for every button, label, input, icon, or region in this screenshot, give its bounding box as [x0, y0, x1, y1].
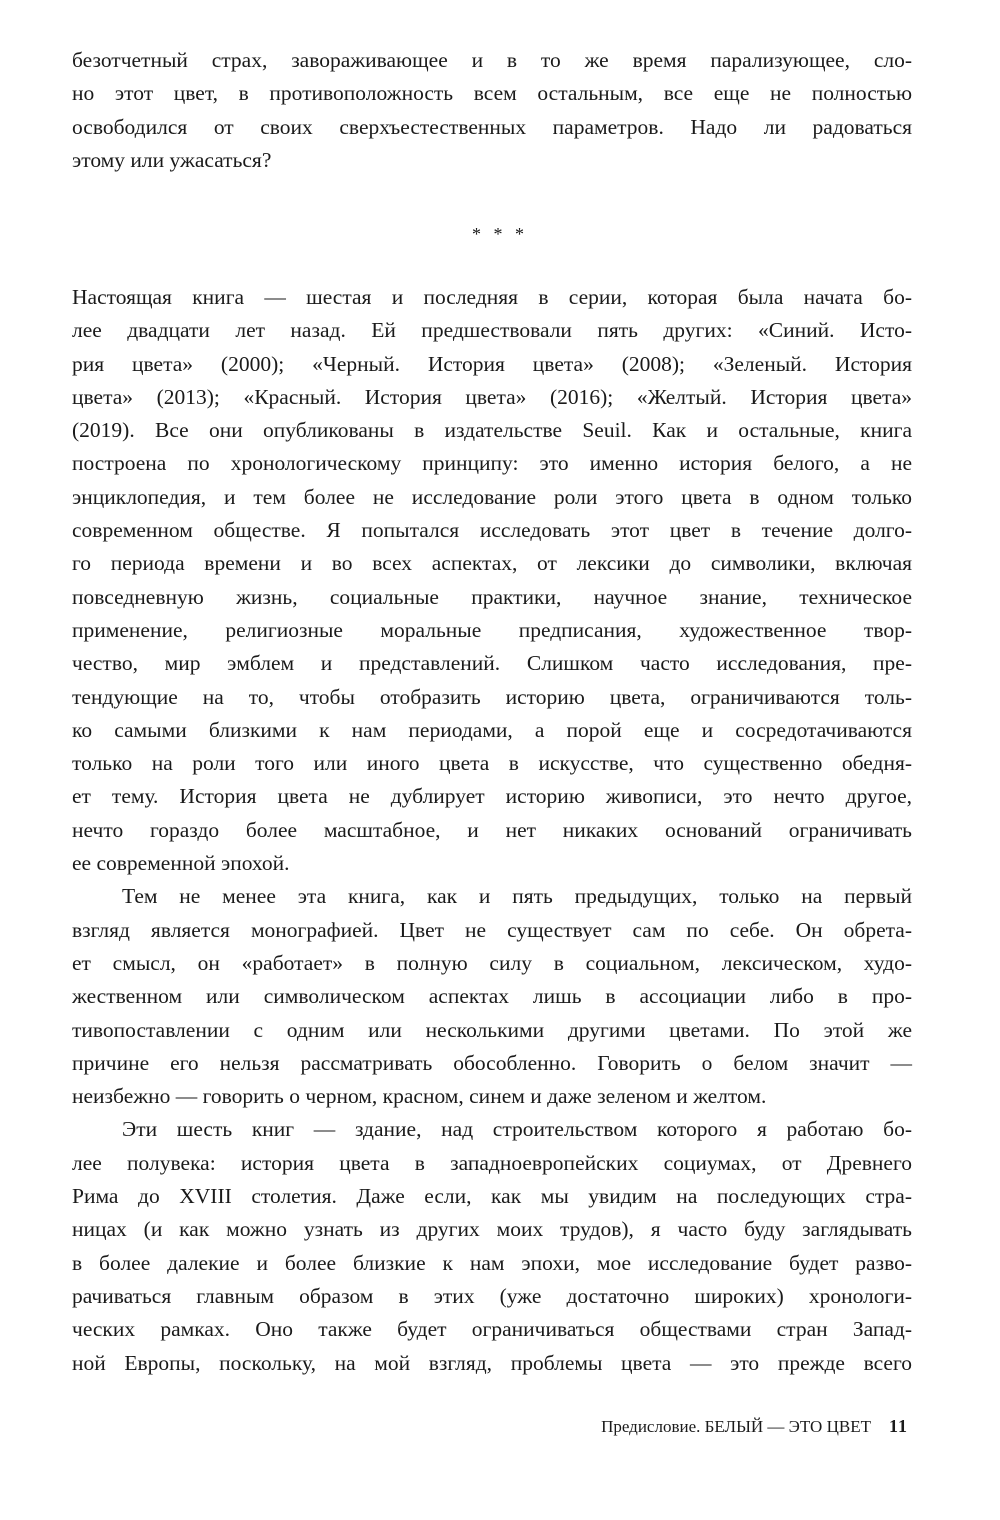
text-line: этому или ужасаться? — [72, 147, 272, 172]
text-line: жественном или символическом аспектах лишь в ассоциации либо в про- — [72, 984, 912, 1009]
text-line: безотчетный страх, завораживающее и в то же время парализующее, сло- — [72, 48, 912, 72]
page-number: 11 — [888, 1416, 908, 1436]
text-line: ной Европы, поскольку, на мой взгляд, проблемы цвета — это прежде всего — [72, 1350, 912, 1375]
text-line: чество, мир эмблем и представлений. Слишком часто исследования, пре- — [72, 651, 912, 676]
paragraph — [72, 281, 912, 880]
text-line: (2019). Все они опубликованы в издательстве Seuil. Как и остальные, книга — [72, 418, 912, 443]
text-line: ко самыми близкими к нам периодами, а порой еще и сосредотачиваются — [72, 717, 912, 742]
text-line: взгляд является монографией. Цвет не существует сам по себе. Он обрета- — [72, 917, 912, 942]
section-separator: * * * — [472, 224, 528, 244]
text-line: нечто гораздо более масштабное, и нет никаких оснований ограничивать — [72, 817, 912, 842]
text-line: применение, религиозные моральные предписания, художественное твор- — [72, 617, 912, 642]
text-line: го периода времени и во всех аспектах, от лексики до символики, включая — [72, 551, 912, 576]
text-line: лее полувека: история цвета в западноевропейских социумах, от Древнего — [72, 1150, 912, 1175]
text-line: только на роли того или иного цвета в искусстве, что существенно обедня- — [72, 751, 912, 776]
paragraph — [72, 880, 912, 1113]
running-title: Предисловие. БЕЛЫЙ — ЭТО ЦВЕТ — [601, 1417, 871, 1436]
text-line: ет тему. История цвета не дублирует историю живописи, это нечто другое, — [72, 784, 912, 809]
text-line: ческих рамках. Оно также будет ограничиваться обществами стран Запад- — [72, 1317, 912, 1342]
text-line: цвета» (2013); «Красный. История цвета» (2016); «Желтый. История цвета» — [72, 384, 912, 409]
text-line: повседневную жизнь, социальные практики, научное знание, техническое — [72, 584, 912, 609]
text-line: Эти шесть книг — здание, над строительством которого я работаю бо- — [122, 1117, 912, 1142]
text-line: энциклопедия, и тем более не исследование роли этого цвета в одном только — [72, 484, 912, 509]
text-line: рачиваться главным образом в этих (уже достаточно широких) хронологи- — [72, 1283, 912, 1308]
text-line: ницах (и как можно узнать из других моих трудов), я часто буду заглядывать — [72, 1217, 912, 1242]
page-footer — [601, 1416, 908, 1437]
text-line: тендующие на то, чтобы отобразить историю цвета, ограничиваются толь- — [72, 684, 912, 709]
main-text — [72, 281, 912, 1380]
text-line: освободился от своих сверхъестественных параметров. Надо ли радоваться — [72, 114, 912, 139]
paragraph — [72, 1113, 912, 1379]
text-line: в более далекие и более близкие к нам эпохи, мое исследование будет разво- — [72, 1250, 912, 1275]
text-line: Настоящая книга — шестая и последняя в серии, которая была начата бо- — [72, 285, 912, 309]
text-line: но этот цвет, в противоположность всем остальным, все еще не полностью — [72, 81, 912, 106]
text-line: рия цвета» (2000); «Черный. История цвета» (2008); «Зеленый. История — [72, 351, 912, 376]
top-paragraph — [72, 44, 912, 177]
text-line: Рима до XVIII столетия. Даже если, как мы увидим на последующих стра- — [72, 1184, 912, 1209]
text-line: неизбежно — говорить о черном, красном, синем и даже зеленом и желтом. — [72, 1084, 767, 1109]
text-line: ет смысл, он «работает» в полную силу в социальном, лексическом, худо- — [72, 950, 912, 975]
text-line: ее современной эпохой. — [72, 851, 290, 876]
text-line: современном обществе. Я попытался исследовать этот цвет в течение долго- — [72, 518, 912, 543]
text-line: тивопоставлении с одним или несколькими другими цветами. По этой же — [72, 1017, 912, 1042]
text-line: Тем не менее эта книга, как и пять предыдущих, только на первый — [122, 884, 912, 909]
text-line: причине его нельзя рассматривать обособленно. Говорить о белом значит — — [72, 1050, 912, 1075]
text-line: построена по хронологическому принципу: это именно история белого, а не — [72, 451, 912, 476]
text-line: лее двадцати лет назад. Ей предшествовали пять других: «Синий. Исто- — [72, 318, 912, 343]
